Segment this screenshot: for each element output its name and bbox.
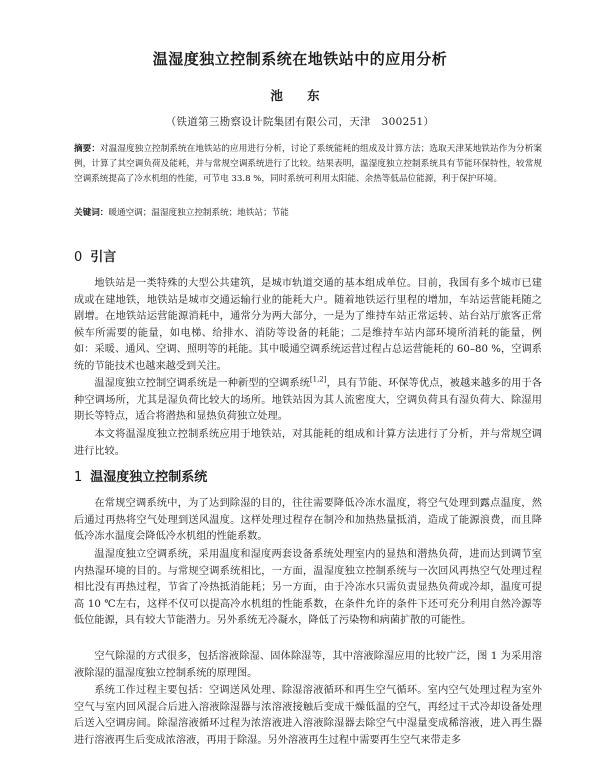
paragraph-text: 温湿度独立控制空调系统是一种新型的空调系统	[94, 378, 310, 389]
paragraph: 系统工作过程主要包括：空调送风处理、除湿溶液循环和再生空气循环。室内空气处理过程为室外空气与室内回风混合后进入溶液除湿器与浓溶液接触后变成干燥低温的空气，再经过干式冷却设备处理后送入空调房间。除湿溶液循环过程为浓溶液进入溶液除湿器去除空气中湿量变成稀溶液，进入再生器进行溶液再生后变成浓溶液，再用于除湿。另外溶液再生过程中需要再生空气来带走多	[74, 685, 542, 746]
paper-title: 温湿度独立控制系统在地铁站中的应用分析	[152, 50, 448, 68]
keywords	[74, 206, 542, 220]
author-affiliation: （铁道第三勘察设计院集团有限公司，天津 300251）	[165, 116, 435, 128]
paragraph: 温湿度独立空调系统，采用温度和湿度两套设备系统处理室内的显热和潜热负荷，进而达到调节室内热湿环境的目的。与常规空调系统相比，一方面，温湿度独立控制系统与一次回风再热空气处理过程相比没有再热过程，节省了冷热抵消能耗；另一方面，由于冷冻水只需负责显热负荷或冷却，温度可提高 10 ℃左右，这样不仅可以提高冷水机组的性能系数，在条件允许的条件下还可充分利用自然冷源等低位能源，具有较大节能潜力。另外系统无冷凝水，降低了污染物和病菌扩散的可能性。	[74, 549, 542, 627]
paragraph-text: ，具有节能、环保等优点，被越来越多的用于各种空调场所，尤其是湿负荷比较大的场所。地铁站因为其人流密度大，空调负荷具有湿负荷大、除湿用期长等特点，适合将潜热和显热负荷独立处理。	[74, 378, 542, 423]
paragraph: 空气除湿的方式很多，包括溶液除湿、固体除湿等，其中溶液除湿应用的比较广泛，图 1 为采用溶液除湿的温湿度独立控制系统的原理图。	[74, 651, 542, 679]
section-title: 温湿度独立控制系统	[90, 470, 208, 485]
abstract	[74, 142, 542, 188]
section-heading-introduction	[74, 246, 116, 265]
author-name: 池 东	[270, 88, 330, 103]
keywords-label: 关键词：	[74, 208, 109, 218]
paragraph	[74, 376, 542, 426]
keywords-text: 暖通空调；温湿度独立控制系统；地铁站；节能	[108, 208, 289, 218]
abstract-label: 摘要：	[74, 144, 101, 154]
paragraph: 地铁站是一类特殊的大型公共建筑，是城市轨道交通的基本组成单位。目前，我国有多个城市已建成或在建地铁，地铁站是城市交通运输行业的能耗大户。随着地铁运行里程的增加，车站运营能耗随之剧增。在地铁站运营能源消耗中，通常分为两大部分，一是为了维持车站正常运转、站台站厅旅客正常候车所需要的能量，如电梯、给排水、消防等设备的耗能；二是维持车站内部环境所消耗的能量，例如：采暖、通风、空调、照明等的耗能。其中暖通空调系统运营过程占总运营能耗的 60–80 %，空调系统的节能技术也越来越受到关注。	[74, 278, 542, 372]
paragraph: 本文将温湿度独立控制系统应用于地铁站，对其能耗的组成和计算方法进行了分析，并与常规空调进行比较。	[74, 429, 542, 457]
paragraph: 在常规空调系统中，为了达到除湿的目的，往往需要降低冷冻水温度，将空气处理到露点温度，然后通过再热将空气处理到送风温度。这样处理过程存在制冷和加热热量抵消，造成了能源浪费，而且降低冷冻水温度会降低冷水机组的性能系数。	[74, 498, 542, 543]
abstract-text: 对温湿度独立控制系统在地铁站的应用进行分析，讨论了系统能耗的组成及计算方法；选取天津某地铁站作为分析案例，计算了其空调负荷及能耗，并与常规空调系统进行了比较。结果表明，温湿度独立控制系统具有节能环保特性，较常规空调系统提高了冷水机组的性能，可节电 33.8 %，同时系统可利用太阳能、余热等低品位能源，利于保护环境。	[74, 144, 542, 185]
citation: [1,2]	[309, 375, 327, 384]
section-number: 0	[74, 250, 83, 265]
section-title: 引言	[90, 250, 117, 265]
section-heading-tihc-system	[74, 466, 207, 485]
section-number: 1	[74, 470, 83, 485]
